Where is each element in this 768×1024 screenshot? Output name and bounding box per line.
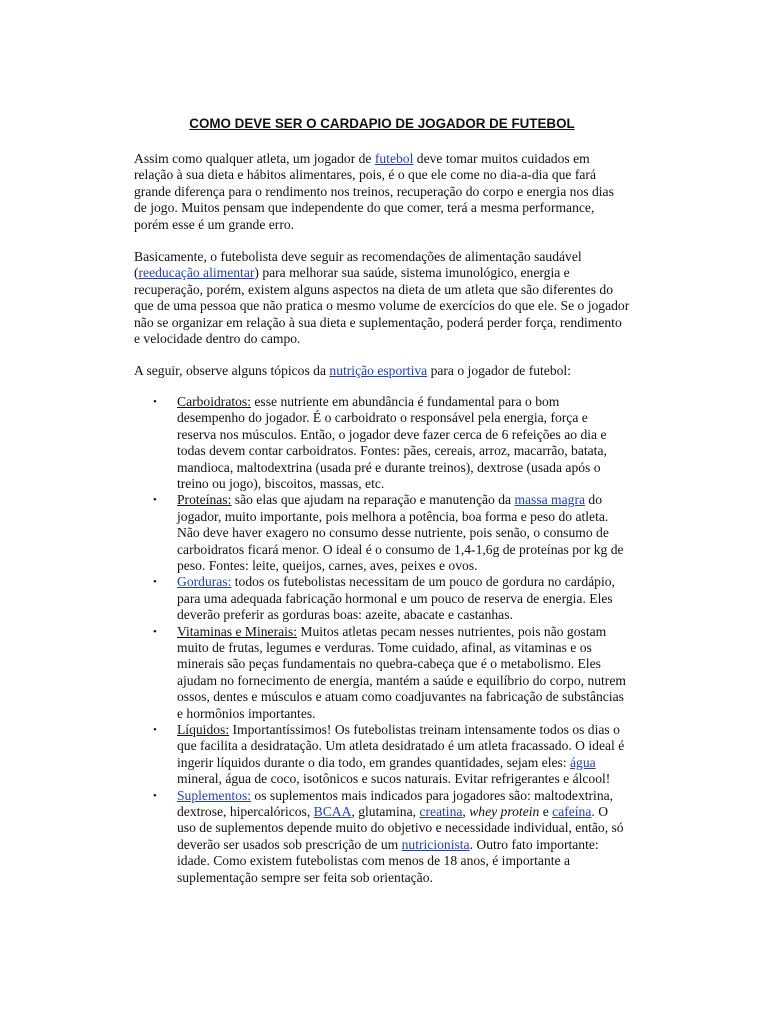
whey-protein-text: whey protein (469, 804, 540, 820)
list-item-suplementos (153, 787, 630, 886)
intro-paragraph (134, 151, 630, 233)
vitaminas-term: Vitaminas e Minerais: (177, 623, 297, 639)
massa-magra-link[interactable]: massa magra (514, 492, 586, 508)
bullet-icon: • (153, 494, 157, 507)
cafeina-link[interactable]: cafeína (552, 804, 592, 820)
suplementos-text-1: os suplementos mais indicados para jogadores são: maltodextrina, dextrose, hipercalóricos, (177, 787, 614, 820)
carboidratos-text: esse nutriente em abundância é fundamental para o bom desempenho do jogador. É o carboidrato o responsável pela energia, força e reserva nos músculos. Então, o jogador deve fazer cerca de 6 refeições ao dia e todas devem contar carboidratos. Fontes: pães, cereais, arroz, macarrão, batata, mandioca, maltodextrina (usada pré e durante treinos), dextrose (usada após o treino ou jogo), biscoitos, massas, etc. (177, 393, 607, 491)
list-item-gorduras (153, 574, 630, 623)
list-item-carboidratos (153, 393, 630, 492)
liquidos-text-2: mineral, água de coco, isotônicos e sucos naturais. Evitar refrigerantes e álcool! (177, 771, 611, 787)
carboidratos-term: Carboidratos: (177, 393, 251, 409)
list-item-liquidos (153, 722, 630, 788)
nutricionista-link[interactable]: nutricionista (401, 836, 470, 852)
bullet-icon: • (153, 789, 157, 802)
intro-text-1: Assim como qualquer atleta, um jogador de (134, 151, 375, 166)
document-page (134, 116, 630, 886)
list-item-proteinas (153, 492, 630, 574)
suplementos-link[interactable]: Suplementos: (177, 787, 252, 803)
reeducacao-alimentar-link[interactable]: reeducação alimentar (138, 265, 255, 281)
suplementos-text-4: e (539, 804, 553, 820)
suplementos-text-6: . Outro fato importante: idade. Como existem futebolistas com menos de 18 anos, é importante a suplementação sempre ser feita sob orientação. (177, 836, 599, 885)
basics-paragraph (134, 249, 630, 347)
liquidos-text-1: Importantíssimos! Os futebolistas treinam intensamente todos os dias o que facilita a desidratação. Um atleta desidratado é um atleta fracassado. O ideal é ingerir líquidos durante o dia todo, em grandes quantidades, sejam eles: (177, 722, 625, 770)
gorduras-text: todos os futebolistas necessitam de um pouco de gordura no cardápio, para uma adequada fabricação hormonal e um pouco de reserva de energia. Eles deverão preferir as gorduras boas: azeite, abacate e castanhas. (177, 574, 615, 623)
nutricao-esportiva-link[interactable]: nutrição esportiva (329, 363, 428, 379)
basics-text-1: Basicamente, o futebolista deve seguir as recomendações de alimentação saudável ( (134, 249, 582, 281)
suplementos-text-3: , (462, 804, 470, 820)
vitaminas-text: Muitos atletas pecam nesses nutrientes, pois não gostam muito de frutas, legumes e verduras. Tome cuidado, afinal, as vitaminas e os minerais são peças fundamentais no quebra-cabeça que é o metabolismo. Eles ajudam no fornecimento de energia, mantém a saúde e equilíbrio do corpo, nutrem ossos, dentes e músculos e atuam como coadjuvantes na fabricação de substâncias e hormônios importantes. (177, 623, 626, 721)
proteinas-term: Proteínas: (177, 492, 232, 508)
suplementos-text-2: , glutamina, (351, 804, 420, 820)
agua-link[interactable]: água (569, 754, 596, 770)
basics-text-2: ) para melhorar sua saúde, sistema imunológico, energia e recuperação, porém, existem alguns aspectos na dieta de um atleta que são diferentes do que de uma pessoa que não pratica o mesmo volume de exercícios do que ele. Se o jogador não se organizar em relação à sua dieta e suplementação, poderá perder força, rendimento e velocidade dentro do campo. (134, 265, 630, 347)
topics-list (134, 394, 630, 886)
topics-intro-paragraph (134, 363, 630, 379)
bullet-icon: • (153, 395, 157, 408)
creatina-link[interactable]: creatina (419, 804, 463, 820)
page-title: COMO DEVE SER O CARDAPIO DE JOGADOR DE FUTEBOL (189, 116, 575, 131)
list-item-vitaminas (153, 623, 630, 722)
bullet-icon: • (153, 724, 157, 736)
suplementos-text-5: . O uso de suplementos depende muito do objetivo e necessidade individual, então, só deverão ser usados sob prescrição de um (177, 804, 624, 852)
topics-intro-text-1: A seguir, observe alguns tópicos da (134, 363, 330, 379)
proteinas-text-1: são elas que ajudam na reparação e manutenção da (231, 492, 515, 508)
gorduras-link[interactable]: Gorduras: (177, 574, 232, 590)
bcaa-link[interactable]: BCAA (313, 804, 352, 820)
futebol-link[interactable]: futebol (374, 151, 414, 166)
bullet-icon: • (153, 625, 157, 638)
intro-text-2: deve tomar muitos cuidados em relação à sua dieta e hábitos alimentares, pois, é o que ele come no dia-a-dia que fará grande diferença para o rendimento nos treinos, recuperação do corpo e energia nos dias de jogo. Muitos pensam que independente do que comer, terá a mesma performance, porém esse é um grande erro. (134, 151, 614, 232)
proteinas-text-2: do jogador, muito importante, pois melhora a potência, boa forma e peso do atleta. Não deve haver exagero no consumo desse nutriente, pois senão, o consumo de carboidratos ficará menor. O ideal é o consumo de 1,4-1,6g de proteínas por kg de peso. Fontes: leite, queijos, carnes, aves, peixes e ovos. (177, 492, 624, 573)
topics-intro-text-2: para o jogador de futebol: (427, 363, 571, 379)
bullet-icon: • (153, 576, 157, 589)
liquidos-term: Líquidos: (177, 722, 230, 737)
